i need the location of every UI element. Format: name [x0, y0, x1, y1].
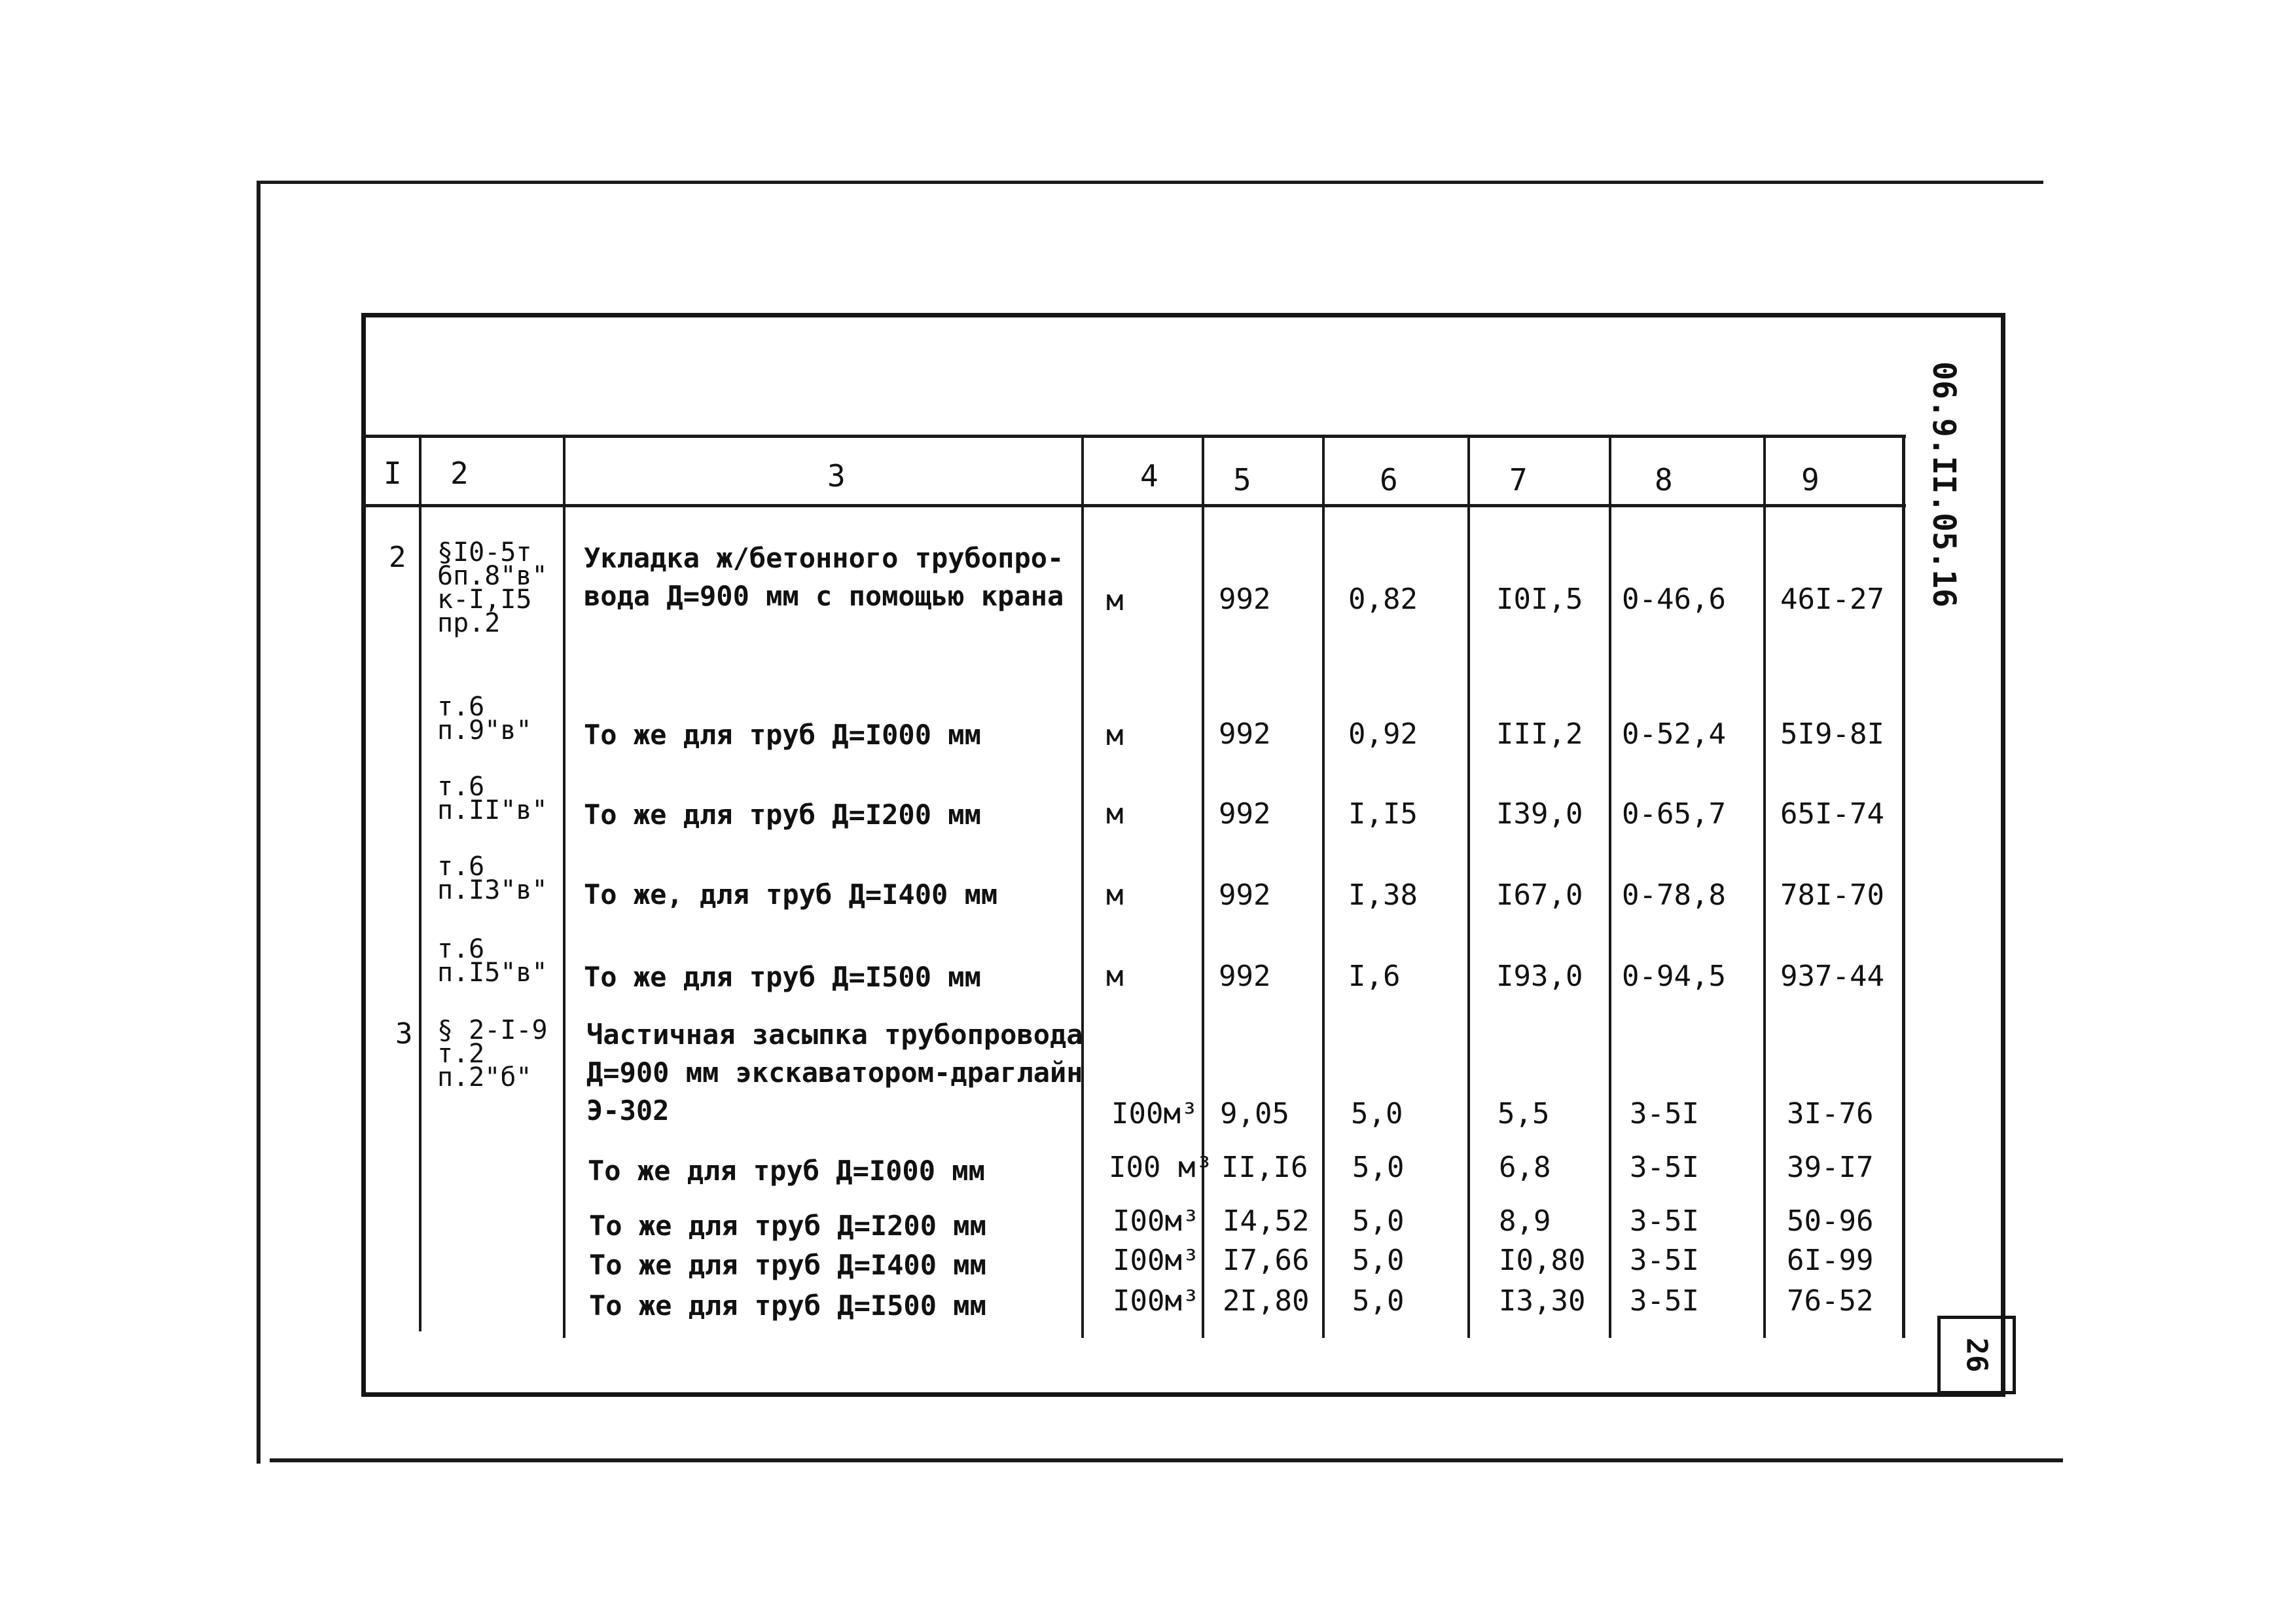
row-col6: 5,0 [1352, 1284, 1405, 1318]
row-col5: 992 [1219, 797, 1271, 831]
row-description: То же для труб Д=I000 мм [588, 1155, 985, 1187]
row-col9: 78I-70 [1780, 878, 1884, 912]
col-line-4 [1202, 435, 1204, 1338]
row-description: То же для труб Д=I000 мм [584, 719, 981, 751]
row-col9: 65I-74 [1780, 797, 1884, 831]
row-col6: 5,0 [1352, 1151, 1405, 1184]
col-header-7: 7 [1509, 462, 1528, 497]
col-header-5: 5 [1233, 462, 1251, 497]
row-unit: I00м³ [1113, 1284, 1200, 1318]
row-description: То же для труб Д=I500 мм [589, 1290, 986, 1322]
row-col8: 3-5I [1630, 1151, 1699, 1184]
row-description: То же, для труб Д=I400 мм [584, 878, 998, 911]
row-col8: 0-78,8 [1622, 878, 1726, 912]
row-col8: 3-5I [1630, 1097, 1699, 1130]
row-unit: I00м³ [1113, 1244, 1200, 1277]
row-col7: I0I,5 [1496, 583, 1583, 616]
row-description: То же для труб Д=I200 мм [584, 799, 981, 831]
row-col5: 992 [1219, 960, 1271, 993]
row-col8: 0-52,4 [1622, 717, 1726, 751]
col-header-3: 3 [827, 458, 846, 494]
row-description: То же для труб Д=I200 мм [589, 1210, 986, 1242]
row-col9: 3I-76 [1787, 1097, 1874, 1130]
row-unit: I00м³ [1111, 1097, 1198, 1130]
row-unit: м [1106, 719, 1124, 752]
row-col8: 3-5I [1630, 1204, 1699, 1238]
row-unit: I00м³ [1113, 1204, 1200, 1238]
row-code: т.6 п.9"в" [437, 692, 532, 746]
row-col7: 6,8 [1499, 1151, 1551, 1184]
col-header-1: I [384, 456, 402, 491]
row-code: т.6 п.II"в" [437, 772, 548, 825]
row-description: Укладка ж/бетонного трубопро- вода Д=900 мм с помощью крана [584, 542, 1064, 612]
row-col9: 39-I7 [1787, 1151, 1874, 1184]
outer-frame-bottom [270, 1458, 2063, 1462]
row-col6: 5,0 [1351, 1097, 1403, 1130]
row-col5: II,I6 [1221, 1151, 1308, 1184]
row-col5: 992 [1219, 583, 1271, 616]
col-header-4: 4 [1140, 458, 1158, 494]
row-unit: м [1106, 878, 1124, 912]
row-unit: I00 м³ [1109, 1151, 1213, 1184]
row-code: т.6 п.I5"в" [437, 934, 548, 988]
col-header-9: 9 [1801, 462, 1820, 497]
page-number: 26 [1960, 1337, 1994, 1373]
row-col7: I0,80 [1499, 1244, 1586, 1277]
row-unit: м [1106, 797, 1124, 831]
col-header-2: 2 [450, 456, 469, 491]
row-code: т.6 п.I3"в" [437, 852, 548, 905]
row-col6: I,6 [1348, 960, 1401, 993]
row-col6: 5,0 [1352, 1244, 1405, 1277]
col-line-3 [1081, 435, 1084, 1338]
row-col9: 50-96 [1787, 1204, 1874, 1238]
row-unit: м [1106, 960, 1124, 993]
col-line-5 [1322, 435, 1325, 1338]
row-col8: 3-5I [1630, 1244, 1699, 1277]
outer-frame-top [257, 181, 2043, 184]
row-description: Частичная засыпка трубопровода Д=900 мм экскаватором-драглайн Э-302 [586, 1019, 1083, 1127]
row-col8: 0-94,5 [1622, 960, 1726, 993]
row-description: То же для труб Д=I500 мм [584, 961, 981, 993]
row-col8: 3-5I [1630, 1284, 1699, 1318]
row-col6: 5,0 [1352, 1204, 1405, 1238]
header-top-line [361, 435, 1906, 438]
row-col6: 0,92 [1348, 717, 1418, 751]
row-code: §I0-5т 6п.8"в" к-I,I5 пр.2 [437, 537, 548, 638]
page-number-box [1937, 1316, 2016, 1394]
row-num: 3 [395, 1017, 413, 1051]
row-col9: 76-52 [1787, 1284, 1874, 1318]
row-col5: 2I,80 [1223, 1284, 1310, 1318]
row-col7: I39,0 [1496, 797, 1583, 831]
row-col9: 6I-99 [1787, 1244, 1874, 1277]
row-code: § 2-I-9 т.2 п.2"б" [437, 1015, 548, 1092]
outer-frame-left [257, 181, 260, 1464]
table-right-border [1902, 435, 1905, 1338]
row-col6: I,I5 [1348, 797, 1418, 831]
row-col9: 46I-27 [1780, 583, 1884, 616]
row-col8: 0-46,6 [1622, 583, 1726, 616]
row-col6: 0,82 [1348, 583, 1418, 616]
document-code: 06.9.II.05.16 [1926, 361, 1962, 607]
col-line-6 [1467, 435, 1470, 1338]
row-col9: 937-44 [1780, 960, 1884, 993]
row-col7: III,2 [1496, 717, 1583, 751]
col-line-1 [419, 435, 422, 1331]
row-col5: I4,52 [1223, 1204, 1310, 1238]
row-col5: I7,66 [1223, 1244, 1310, 1277]
row-col9: 5I9-8I [1780, 717, 1884, 751]
row-col7: I3,30 [1499, 1284, 1586, 1318]
row-col7: I93,0 [1496, 960, 1583, 993]
row-col6: I,38 [1348, 878, 1418, 912]
col-header-6: 6 [1380, 462, 1398, 497]
row-description: То же для труб Д=I400 мм [589, 1249, 986, 1281]
col-line-2 [563, 435, 565, 1338]
row-unit: м [1106, 584, 1124, 617]
header-bottom-line [361, 504, 1906, 507]
col-header-8: 8 [1655, 462, 1673, 497]
row-num: 2 [389, 541, 406, 574]
col-line-8 [1763, 435, 1766, 1338]
col-line-7 [1609, 435, 1611, 1338]
row-col5: 992 [1219, 717, 1271, 751]
row-col5: 9,05 [1220, 1097, 1289, 1130]
row-col8: 0-65,7 [1622, 797, 1726, 831]
row-col7: 5,5 [1498, 1097, 1550, 1130]
row-col7: 8,9 [1499, 1204, 1551, 1238]
row-col7: I67,0 [1496, 878, 1583, 912]
row-col5: 992 [1219, 878, 1271, 912]
